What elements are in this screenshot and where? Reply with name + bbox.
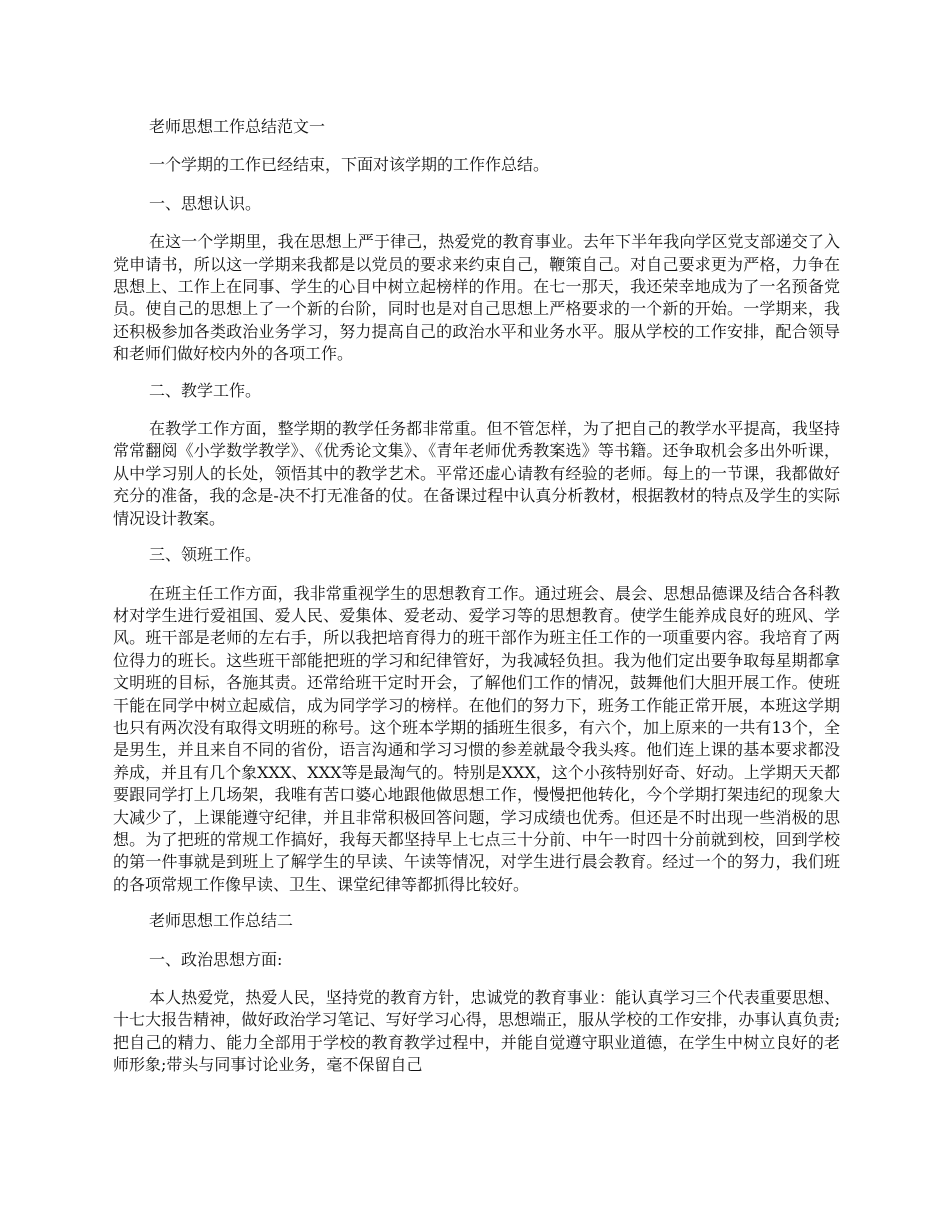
- paragraph-thought: 在这一个学期里，我在思想上严于律己，热爱党的教育事业。去年下半年我向学区党支部递交了入党申请书，所以这一学期来我都是以党员的要求来约束自己，鞭策自己。对自己要求更为严格，力争在思想上、工作上在同事、学生的心目中树立起榜样的作用。在七一那天，我还荣幸地成为了一名预备党员。使自己的思想上了一个新的台阶，同时也是对自己思想上严格要求的一个新的开始。一学期来，我还积极参加各类政治业务学习，努力提高自己的政治水平和业务水平。服从学校的工作安排，配合领导和老师们做好校内外的各项工作。: [113, 232, 840, 364]
- document-body: [113, 116, 840, 1091]
- section-heading-class: 三、领班工作。: [149, 545, 262, 565]
- section-heading-thought: 一、思想认识。: [149, 193, 262, 213]
- paragraph-teaching: 在教学工作方面，整学期的教学任务都非常重。但不管怎样，为了把自己的教学水平提高，我坚持常常翻阅《小学数学教学》、《优秀论文集》、《青年老师优秀教案选》等书籍。还争取机会多出外听课，从中学习别人的长处，领悟其中的教学艺术。平常还虚心请教有经验的老师。每上的一节课，我都做好充分的准备，我的念是-决不打无准备的仗。在备课过程中认真分析教材，根据教材的特点及学生的实际情况设计教案。: [113, 419, 840, 528]
- document-title-two: 老师思想工作总结二: [149, 911, 294, 931]
- intro-paragraph: 一个学期的工作已经结束，下面对该学期的工作作总结。: [149, 155, 550, 175]
- paragraph-politics: 本人热爱党，热爱人民，坚持党的教育方针，忠诚党的教育事业：能认真学习三个代表重要思想、十七大报告精神，做好政治学习笔记、写好学习心得，思想端正，服从学校的工作安排，办事认真负责;把自己的精力、能力全部用于学校的教育教学过程中，并能自觉遵守职业道德，在学生中树立良好的老师形象;带头与同事讨论业务，毫不保留自己: [113, 988, 840, 1075]
- section-heading-teaching: 二、教学工作。: [149, 380, 262, 400]
- section-heading-politics: 一、政治思想方面:: [149, 949, 283, 969]
- paragraph-class: 在班主任工作方面，我非常重视学生的思想教育工作。通过班会、晨会、思想品德课及结合各科教材对学生进行爱祖国、爱人民、爱集体、爱老动、爱学习等的思想教育。使学生能养成良好的班风、学风。班干部是老师的左右手，所以我把培育得力的班干部作为班主任工作的一项重要内容。我培育了两位得力的班长。这些班干部能把班的学习和纪律管好，为我减轻负担。我为他们定出要争取每星期都拿文明班的目标，各施其责。还常给班干定时开会，了解他们工作的情况，鼓舞他们大胆开展工作。使班干能在同学中树立起威信，成为同学学习的榜样。在他们的努力下，班务工作能正常开展，本班这学期也只有两次没有取得文明班的称号。这个班本学期的插班生很多，有六个，加上原来的一共有13个，全是男生，并且来自不同的省份，语言沟通和学习习惯的参差就最令我头疼。他们连上课的基本要求都没养成，并且有几个象XXX、XXX等是最淘气的。特别是XXX，这个小孩特别好奇、好动。上学期天天都要跟同学打上几场架，我唯有苦口婆心地跟他做思想工作，慢慢把他转化，今个学期打架违纪的现象大大减少了，上课能遵守纪律，并且非常积极回答问题，学习成绩也优秀。但还是不时出现一些消极的思想。为了把班的常规工作搞好，我每天都坚持早上七点三十分前、中午一时四十分前就到校，回到学校的第一件事就是到班上了解学生的早读、午读等情况，对学生进行晨会教育。经过一个的努力，我们班的各项常规工作像早读、卫生、课堂纪律等都抓得比较好。: [113, 583, 840, 894]
- document-title: 老师思想工作总结范文一: [149, 117, 326, 136]
